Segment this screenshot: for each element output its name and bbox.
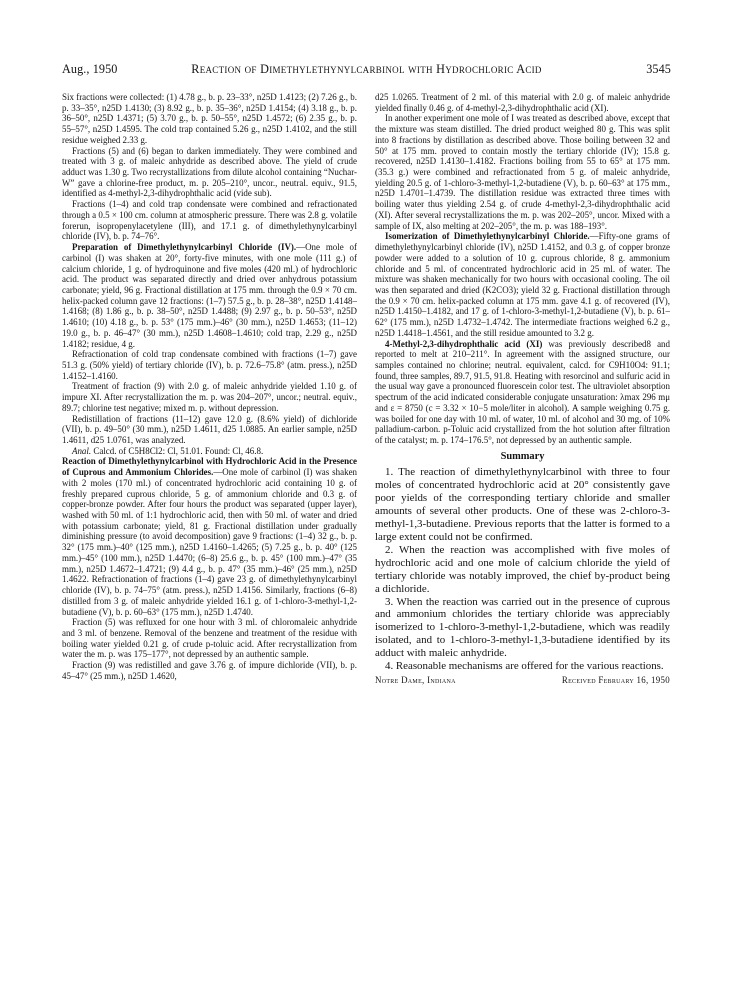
paragraph-text: Fractions (5) and (6) began to darken immediately. They were combined and treated with 3 g. of maleic anhydride as described above. The yield of crude adduct was 1.30 g. Two recrystallizations from dilute alcohol containing “Nuchar-W” gave a chlorine-free product, m. p. 205–210°, uncor., neutral. equiv., 91.5, identified as 4-methyl-2,3-dihydrophthalic acid (vide sub).	[62, 145, 357, 199]
affiliation-place: Notre Dame, Indiana	[375, 674, 456, 685]
paragraph	[375, 113, 670, 231]
left-column	[62, 92, 357, 682]
paragraph-lead: 4-Methyl-2,3-dihydrophthalic acid (XI)	[385, 338, 543, 349]
paragraph	[62, 414, 357, 446]
paragraph-text: Refractionation of cold trap condensate combined with fractions (1–7) gave 51.3 g. (50% yield) of tertiary chloride (IV), b. p. 72.6–75.8° (atm. press.), n25D 1.4152–1.4160.	[62, 349, 357, 381]
running-header	[62, 62, 671, 82]
paragraph	[62, 199, 357, 242]
paragraph	[62, 349, 357, 381]
paragraph	[62, 92, 357, 146]
paragraph-text: In another experiment one mole of I was treated as described above, except that the mixture was steam distilled. The dried product weighed 80 g. This was split into 8 fractions by distillation as described above. Those boiling between 32 and 50° at 175 mm. proved to contain mostly the tertiary chloride (IV); 15.8 g. recovered, n25D 1.4130–1.4182. Fractions boiling from 55 to 65° at 175 mm. (35.3 g.) were combined and refractionated from 5 g. of maleic anhydride, yielding 20.5 g. of 1-chloro-3-methyl-1,2-butadiene (V), b. p. 60–63° at 175 mm., n25D 1.4701–1.4739. The distillation residue was extracted three times with boiling water thus yielding 2.54 g. of crude 4-methyl-2,3-dihydrophthalic acid (XI). After several recrystallizations the m. p. was 202–205°, uncor. Mixed with a sample of IX, also melting at 202–205°, the m. p. was 188–193°.	[375, 113, 670, 231]
right-column	[375, 92, 670, 686]
summary-heading: Summary	[500, 450, 545, 462]
received-date: Received February 16, 1950	[561, 674, 670, 685]
paragraph	[62, 146, 357, 200]
paragraph-text: —One mole of carbinol (I) was shaken with 2 moles (170 ml.) of concentrated hydrochloric acid containing 10 g. of freshly prepared cuprous chloride, 5 g. of ammonium chloride and 0.3 g. of copper-bronze powder. After four hours the product was separated (upper layer), washed with 50 ml. of 1:1 hydrochloric acid, then with 50 ml. of water and dried with potassium carbonate; yield, 81 g. Fractional distillation under gradually diminishing pressure (to avoid decomposition) gave 9 fractions: (1–4) 32 g., b. p. 32° (175 mm.)–40° (125 mm.), n25D 1.4160–1.4265; (5) 7.25 g., b. p. 40° (125 mm.)–45° (100 mm.), n25D 1.4470; (6–8) 25.6 g., b. p. 45° (100 mm.)–47° (35 mm.), n25D 1.4672–1.4721; (9) 4.4 g., b. p. 47° (35 mm.)–46° (25 mm.), n25D 1.4622. Refractionation of fractions (1–4) gave 23 g. of dimethylethynylcarbinyl chloride (IV), b. p. 74–75° (atm. press.), n25D 1.4156. Similarly, fractions (6–8) distilled from 3 g. of maleic anhydride yielded 16.1 g. of 1-chloro-3-methyl-1,2-butadiene (V), b. p. 60–63° (175 mm.), n25D 1.4740.	[62, 467, 358, 617]
paragraph-text: Fraction (9) was redistilled and gave 3.76 g. of impure dichloride (VII), b. p. 45–47° (25 mm.), n25D 1.4620,	[62, 660, 357, 681]
paragraph-text: Calcd. of C5H8Cl2: Cl, 51.01. Found: Cl, 46.8.	[91, 445, 264, 456]
paragraph-italic-lead: Anal.	[72, 445, 92, 456]
paragraph-lead: Isomerization of Dimethylethynylcarbinyl Chloride.	[385, 231, 590, 242]
header-title: Reaction of Dimethylethynylcarbinol with Hydrochloric Acid	[191, 62, 542, 76]
paragraph	[62, 381, 357, 413]
paragraph-text: Fraction (5) was refluxed for one hour with 3 ml. of chloromaleic anhydride and 3 ml. of benzene. Removal of the benzene and treatment of the residue with boiling water yielded 0.21 g. of crude p-toluic acid. After recrystallization from water the m. p. was 175–177°, not depressed by an authentic sample.	[62, 617, 357, 660]
paragraph-text: Redistillation of fractions (11–12) gave 12.0 g. (8.6% yield) of dichloride (VII), b. p. 49–50° (30 mm.), n25D 1.4611, d25 1.0885. An earlier sample, n25D 1.4611, d25 1.0761, was analyzed.	[62, 413, 357, 445]
summary-item: 2. When the reaction was accomplished with five moles of hydrochloric acid and one mole of calcium chloride the yield of tertiary chloride was notably improved, the chief by-product being a dichloride.	[375, 543, 670, 595]
summary-item: 1. The reaction of dimethylethynylcarbinol with three to four moles of concentrated hydrochloric acid at 20° consistently gave poor yields of the corresponding tertiary chloride and smaller amounts of several other products. One of these was 2-chloro-3-methyl-1,3-butadiene. Previous reports that the latter is formed to a large extent could not be confirmed.	[375, 466, 670, 543]
paragraph	[375, 339, 670, 446]
paragraph	[62, 660, 357, 681]
paragraph	[62, 446, 357, 457]
paragraph-text: d25 1.0265. Treatment of 2 ml. of this material with 2.0 g. of maleic anhydride yielded finally 0.46 g. of 4-methyl-2,3-dihydrophthalic acid (XI).	[375, 92, 670, 113]
summary-item: 3. When the reaction was carried out in the presence of cuprous and ammonium chlorides the tertiary chloride was appreciably isomerized to 1-chloro-3-methyl-1,2-butadiene, which was readily isolated, and to 1-chloro-3-methyl-1,3-butadiene identified by its adduct with maleic anhydride.	[375, 595, 670, 660]
paragraph-text: —One mole of carbinol (I) was shaken at 20°, forty-five minutes, with one mole (111 g.) of calcium chloride, 1 g. of hydroquinone and five moles (420 ml.) of hydrochloric acid. The product was separated directly and dried over anhydrous potassium carbonate; yield, 96 g. Fractional distillation at 175 mm. through the 0.9 × 70 cm. helix-packed column gave 12 fractions: (1–7) 57.5 g., b. p. 28–38°, n25D 1.4148–1.4168; (8) 1.86 g., b. p. 38–50°, n25D 1.4488; (9) 2.97 g., b. p. 50–53°, n25D 1.4610; (10) 4.18 g., b. p. 53° (175 mm.)–46° (30 mm.), n25D 1.4653; (11–12) 19.0 g., b. p. 46–47° (30 mm.), n25D 1.4608–1.4610; cold trap, 2.29 g., n25D 1.4182; residue, 4 g.	[62, 242, 357, 349]
paragraph-text: —Fifty-one grams of dimethylethynylcarbinyl chloride (IV), n25D 1.4152, and 0.3 g. of copper bronze powder were added to a solution of 10 g. cuprous chloride, 8 g. ammonium chloride and 5 ml. of concentrated hydrochloric acid in 25 ml. of water. The mixture was shaken mechanically for two hours with occasional cooling. The oil was then separated and dried (K2CO3); yield 32 g. Fractional distillation through the 0.9 × 70 cm. helix-packed column at 175 mm. gave 4.1 g. of recovered (IV), n25D 1.4150–1.4182, and 17 g. of 1-chloro-3-methyl-1,2-butadiene (V), b. p. 61–62° (175 mm.), n25D 1.4732–1.4742. The intermediate fractions weighed 6.2 g., n25D 1.4418–1.4561, and the still residue amounted to 3.2 g.	[375, 231, 670, 338]
signature-line	[375, 675, 670, 686]
right-column-paragraphs	[375, 92, 670, 446]
paragraph-lead: Reaction of Dimethylethynylcarbinol with Hydrochloric Acid in the Presence of Cuprous and Ammonium Chlorides.	[62, 456, 357, 478]
summary-list	[375, 466, 670, 673]
paragraph-text: was previously described8 and reported to melt at 210–211°. In agreement with the assigned structure, our samples contained no chlorine; neutral. equivalent, calcd. for C9H10O4: 91.1; found, three samples, 89.7, 91.5, 91.8. Heating with resorcinol and sulfuric acid in the usual way gave a pronounced fluorescein color test. The ultraviolet absorption spectrum of the acid indicated considerable conjugate unsaturation: λmax 296 mμ and ε = 8750 (c = 3.32 × 10−5 mole/liter in alcohol). A sample weighing 0.75 g. was boiled for one day with 10 ml. of water, 10 ml. of alcohol and 30 mg. of 10% palladium-carbon. p-Toluic acid crystallized from the hot solution after filtration of the catalyst; m. p. 174–176.5°, not depressed by an authentic sample.	[375, 338, 670, 445]
paragraph	[62, 242, 357, 349]
paragraph	[62, 617, 357, 660]
paragraph	[375, 231, 670, 338]
paragraph	[62, 456, 357, 617]
paragraph-text: Six fractions were collected: (1) 4.78 g., b. p. 23–33°, n25D 1.4123; (2) 7.26 g., b. p. 33–35°, n25D 1.4130; (3) 8.92 g., b. p. 35–36°, n25D 1.4154; (4) 3.18 g., b. p. 36–50°, n25D 1.4371; (5) 3.70 g., b. p. 50–55°, n25D 1.4572; (6) 2.35 g., b. p. 55–57°, n25D 1.4595. The cold trap contained 5.26 g., n25D 1.4102, and the still residue weighed 2.33 g.	[62, 92, 357, 145]
paragraph	[375, 92, 670, 113]
header-page-number: 3545	[646, 62, 671, 76]
paragraph-lead: Preparation of Dimethylethynylcarbinyl Chloride (IV).	[72, 242, 297, 253]
header-date: Aug., 1950	[62, 62, 118, 76]
paragraph-text: Treatment of fraction (9) with 2.0 g. of maleic anhydride yielded 1.10 g. of impure XI. After recrystallization the m. p. was 204–207°, uncor.; neutral. equiv., 89.7; chlorine test negative; mixed m. p. without depression.	[62, 381, 357, 413]
paragraph-text: Fractions (1–4) and cold trap condensate were combined and refractionated through a 0.5 × 100 cm. column at atmospheric pressure. There was 2.8 g. volatile forerun, isopropenylacetylene (III), and 17.1 g. of dimethylethynylcarbinyl chloride (IV), b. p. 74–76°.	[62, 199, 357, 242]
summary-item: 4. Reasonable mechanisms are offered for the various reactions.	[385, 660, 664, 673]
